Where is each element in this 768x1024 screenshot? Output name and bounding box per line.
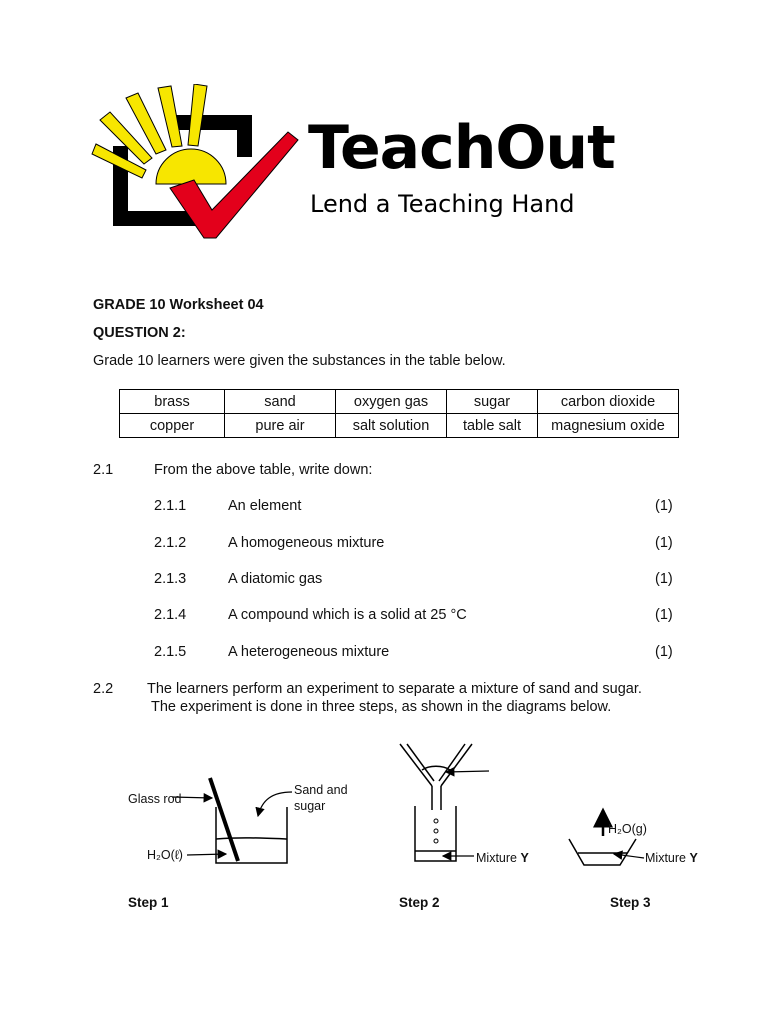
q211-text: An element xyxy=(228,498,302,514)
teachout-logo xyxy=(88,84,303,244)
sand-sugar-label-2: sugar xyxy=(294,799,326,813)
funnel-step2 xyxy=(400,744,472,810)
table-cell: copper xyxy=(120,414,225,438)
drops xyxy=(434,819,438,843)
table-row xyxy=(120,414,679,438)
q21-number: 2.1 xyxy=(93,462,114,478)
mixture-letter: Y xyxy=(520,851,529,865)
table-cell: sugar xyxy=(447,390,538,414)
brand-tagline: Lend a Teaching Hand xyxy=(310,190,575,218)
q213-text: A diatomic gas xyxy=(228,571,323,587)
glass-rod xyxy=(210,778,238,861)
beaker-step1 xyxy=(216,807,287,863)
q213-marks: (1) xyxy=(655,571,673,587)
mixture-letter: Y xyxy=(689,851,698,865)
vapour-label: H₂O(g) xyxy=(608,822,647,836)
q214-marks: (1) xyxy=(655,607,673,623)
water-arrow xyxy=(187,854,226,855)
table-cell: carbon dioxide xyxy=(538,390,679,414)
water-label: H₂O(ℓ) xyxy=(147,848,183,862)
q215-number: 2.1.5 xyxy=(154,644,187,660)
mixture-text: Mixture xyxy=(645,851,690,865)
step1-label: Step 1 xyxy=(128,895,169,910)
table-cell: sand xyxy=(225,390,336,414)
glass-rod-label: Glass rod xyxy=(128,792,182,806)
substances-table xyxy=(119,389,679,438)
table-cell: salt solution xyxy=(336,414,447,438)
table-cell: table salt xyxy=(447,414,538,438)
q22-line2: The experiment is done in three steps, as shown in the diagrams below. xyxy=(151,699,612,715)
q215-marks: (1) xyxy=(655,644,673,660)
q214-text: A compound which is a solid at 25 °C xyxy=(228,607,467,623)
question-title: QUESTION 2: xyxy=(93,325,186,341)
step2-label: Step 2 xyxy=(399,895,440,910)
sand-sugar-label-1: Sand and xyxy=(294,783,348,797)
mixture-arrow-3 xyxy=(614,854,644,858)
q22-line1: The learners perform an experiment to separate a mixture of sand and sugar. xyxy=(147,681,642,697)
mixture-label-step2 xyxy=(476,851,529,865)
mixture-label-step3 xyxy=(645,851,698,865)
experiment-diagram xyxy=(0,730,768,890)
q213-number: 2.1.3 xyxy=(154,571,187,587)
table-cell: pure air xyxy=(225,414,336,438)
q212-text: A homogeneous mixture xyxy=(228,535,385,551)
evaporating-dish xyxy=(569,839,636,865)
table-cell: brass xyxy=(120,390,225,414)
table-cell: magnesium oxide xyxy=(538,414,679,438)
beaker-step2 xyxy=(415,806,456,861)
q212-number: 2.1.2 xyxy=(154,535,187,551)
q211-marks: (1) xyxy=(655,498,673,514)
table-row xyxy=(120,390,679,414)
table-cell: oxygen gas xyxy=(336,390,447,414)
sun-icon xyxy=(92,84,226,184)
brand-name: TeachOut xyxy=(308,113,615,183)
q211-number: 2.1.1 xyxy=(154,498,187,514)
q214-number: 2.1.4 xyxy=(154,607,187,623)
intro-text: Grade 10 learners were given the substances in the table below. xyxy=(93,353,506,369)
worksheet-title: GRADE 10 Worksheet 04 xyxy=(93,297,264,313)
q22-number: 2.2 xyxy=(93,681,114,697)
q215-text: A heterogeneous mixture xyxy=(228,644,390,660)
q212-marks: (1) xyxy=(655,535,673,551)
mixture-text: Mixture xyxy=(476,851,521,865)
q21-text: From the above table, write down: xyxy=(154,462,373,478)
step3-label: Step 3 xyxy=(610,895,651,910)
